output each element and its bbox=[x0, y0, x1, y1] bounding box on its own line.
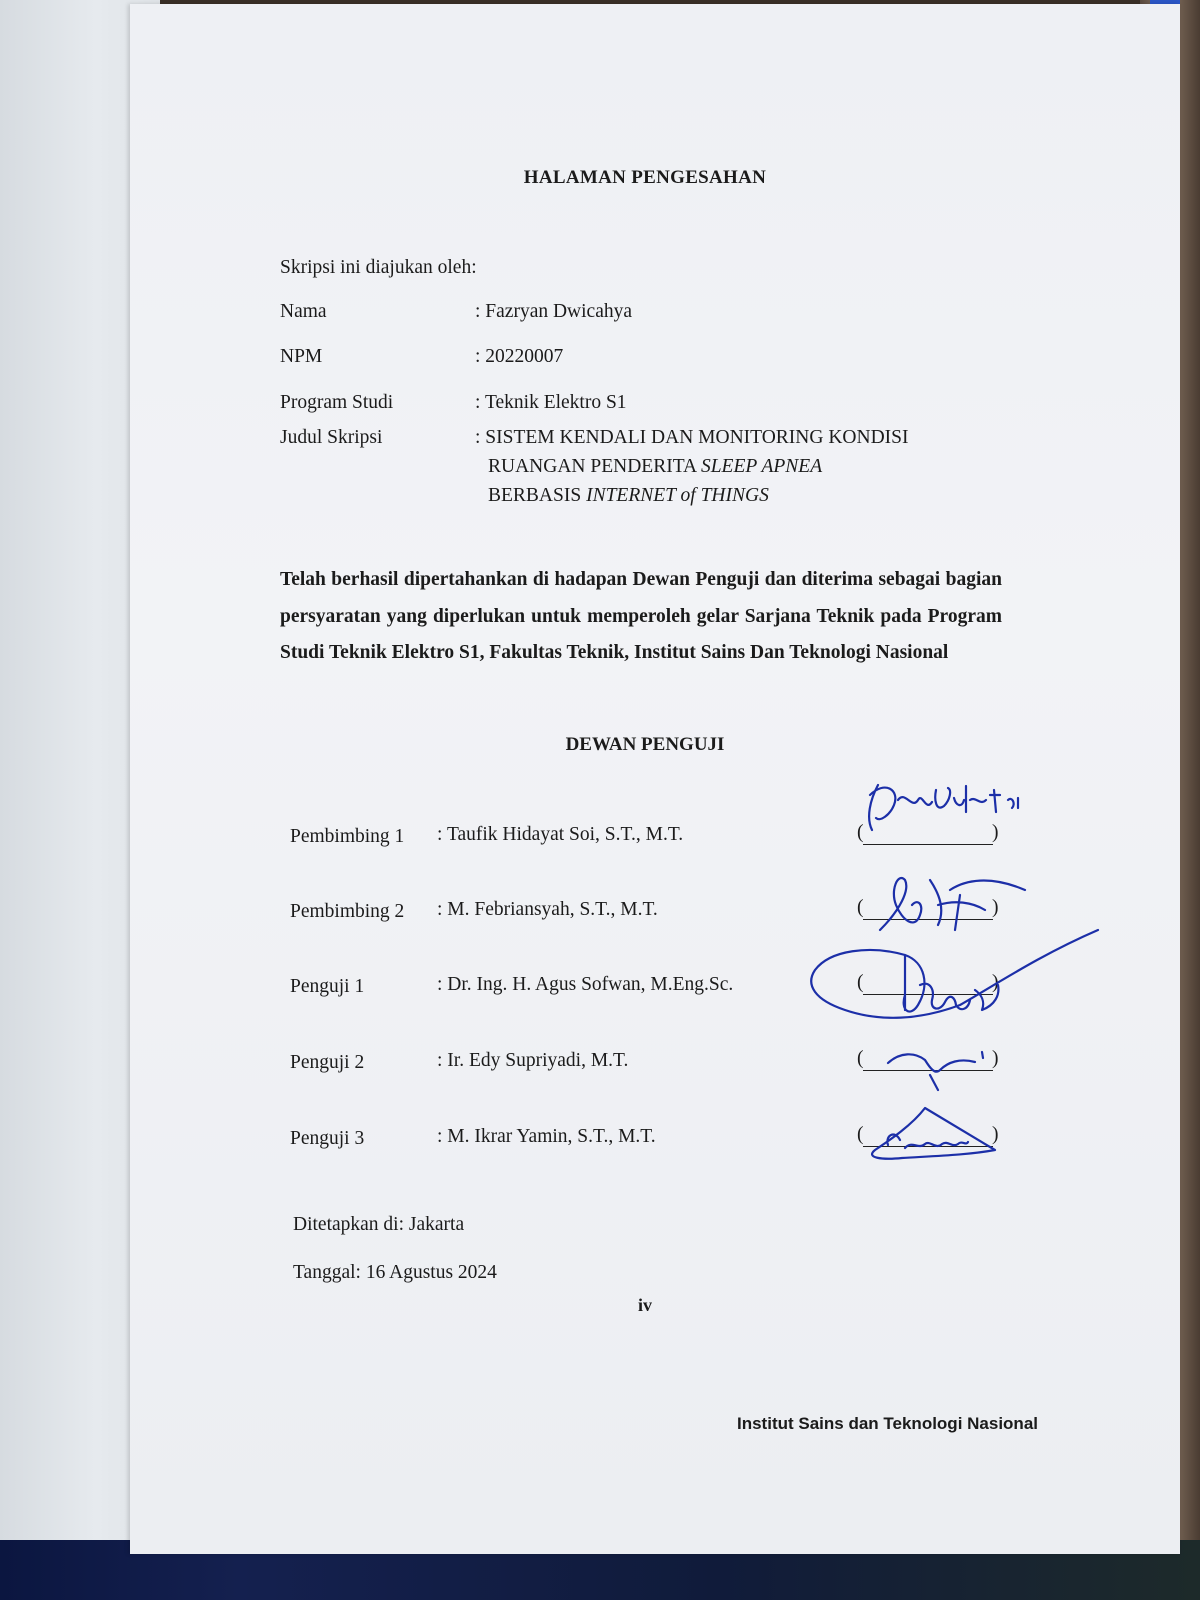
examiner-role: Penguji 2 bbox=[290, 1052, 365, 1073]
signature-line bbox=[863, 1070, 993, 1071]
examiner-name: : M. Ikrar Yamin, S.T., M.T. bbox=[437, 1126, 656, 1147]
examiner-role: Penguji 3 bbox=[290, 1128, 365, 1149]
page-title: HALAMAN PENGESAHAN bbox=[523, 167, 767, 188]
thesis-title-line3-plain: BERBASIS bbox=[488, 485, 587, 506]
signature-line bbox=[863, 844, 993, 845]
signature-paren-open: ( bbox=[857, 822, 864, 843]
npm-label: NPM bbox=[280, 346, 323, 367]
signature-paren-close: ) bbox=[992, 1048, 999, 1069]
intro-text: Skripsi ini diajukan oleh: bbox=[280, 257, 477, 278]
signature-line bbox=[863, 919, 993, 920]
name-label: Nama bbox=[280, 301, 327, 322]
examiner-name: : M. Febriansyah, S.T., M.T. bbox=[437, 899, 658, 920]
signature-paren-open: ( bbox=[857, 897, 864, 918]
program-label: Program Studi bbox=[280, 392, 394, 413]
name-value: : Fazryan Dwicahya bbox=[475, 301, 633, 322]
board-title: DEWAN PENGUJI bbox=[565, 734, 725, 755]
approval-statement: Telah berhasil dipertahankan di hadapan Dewan Penguji dan diterima sebagai bagian persyaratan yang diperlukan untuk memperoleh gelar Sarjana Teknik pada Program Studi Teknik Elektro S1, Fakultas Teknik, Institut Sains Dan Teknologi Nasional bbox=[280, 569, 1002, 663]
examiner-role: Penguji 1 bbox=[290, 976, 365, 997]
thesis-title-line2-plain: RUANGAN PENDERITA bbox=[488, 456, 701, 477]
thesis-title-line2-italic: SLEEP APNEA bbox=[700, 456, 823, 477]
signature-paren-close: ) bbox=[992, 822, 999, 843]
examiner-name: : Taufik Hidayat Soi, S.T., M.T. bbox=[437, 824, 684, 845]
signature-paren-close: ) bbox=[992, 1124, 999, 1145]
signature-paren-close: ) bbox=[992, 897, 999, 918]
thesis-title-line2 bbox=[488, 456, 822, 478]
signature-line bbox=[863, 1146, 993, 1147]
thesis-title-line3-italic: INTERNET of THINGS bbox=[586, 485, 769, 506]
examiner-role: Pembimbing 2 bbox=[290, 901, 405, 922]
footer-institution: Institut Sains dan Teknologi Nasional bbox=[737, 1414, 1038, 1433]
signature-line bbox=[863, 994, 993, 995]
signature-paren-open: ( bbox=[857, 1048, 864, 1069]
examiner-role: Pembimbing 1 bbox=[290, 826, 405, 847]
page-number: iv bbox=[637, 1295, 652, 1315]
document-page bbox=[130, 4, 1180, 1554]
thesis-title-line1: : SISTEM KENDALI DAN MONITORING KONDISI bbox=[475, 427, 909, 448]
date-text: Tanggal: 16 Agustus 2024 bbox=[293, 1262, 497, 1283]
signature-paren-close: ) bbox=[992, 972, 999, 993]
signature-paren-open: ( bbox=[857, 972, 864, 993]
examiner-name: : Dr. Ing. H. Agus Sofwan, M.Eng.Sc. bbox=[437, 974, 734, 995]
examiner-name: : Ir. Edy Supriyadi, M.T. bbox=[437, 1050, 629, 1071]
place-text: Ditetapkan di: Jakarta bbox=[293, 1214, 465, 1235]
signature-paren-open: ( bbox=[857, 1124, 864, 1145]
thesis-title-label: Judul Skripsi bbox=[280, 427, 383, 448]
program-value: : Teknik Elektro S1 bbox=[475, 392, 627, 413]
npm-value: : 20220007 bbox=[475, 346, 564, 367]
thesis-title-line3 bbox=[488, 485, 769, 507]
